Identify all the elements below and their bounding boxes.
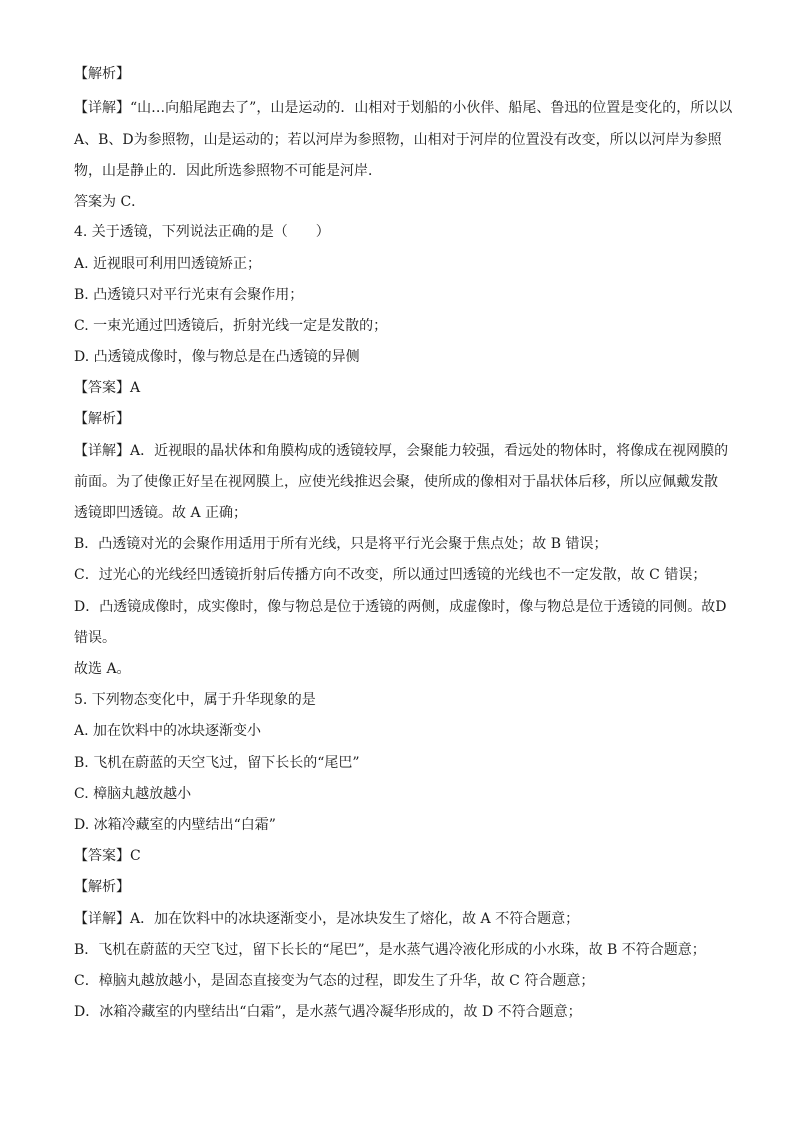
- section-heading-analysis: 【解析】: [74, 411, 130, 427]
- detail-paragraph-line: 透镜即凹透镜。故 A 正确；: [74, 505, 248, 521]
- detail-paragraph-line: 前面。为了使像正好呈在视网膜上，应使光线推迟会聚，使所成的像相对于晶状体后移，所以应佩戴发散: [74, 474, 718, 490]
- detail-paragraph-line: D．凸透镜成像时，成实像时，像与物总是位于透镜的两侧，成虚像时，像与物总是位于透镜的同侧。故D: [74, 599, 727, 615]
- detail-paragraph-line: 错误。: [74, 630, 116, 646]
- question-4-answer: 【答案】A: [74, 380, 141, 396]
- detail-paragraph-line: 【详解】A．近视眼的晶状体和角膜构成的透镜较厚，会聚能力较强，看远处的物体时，将像成在视网膜的: [74, 443, 729, 459]
- detail-paragraph-line: B．凸透镜对光的会聚作用适用于所有光线，只是将平行光会聚于焦点处；故 B 错误；: [74, 536, 608, 552]
- choice-conclusion: 故选 A。: [74, 661, 131, 677]
- detail-paragraph-line: A、B、D为参照物，山是运动的；若以河岸为参照物，山相对于河岸的位置没有改变，所以以河岸为参照: [74, 132, 722, 148]
- question-5-option-b: B. 飞机在蔚蓝的天空飞过，留下长长的“尾巴”: [74, 755, 360, 771]
- question-4-option-c: C. 一束光通过凹透镜后，折射光线一定是发散的；: [74, 318, 388, 334]
- question-5-option-d: D. 冰箱冷藏室的内壁结出“白霜”: [74, 817, 276, 833]
- question-5-option-a: A. 加在饮料中的冰块逐渐变小: [74, 723, 262, 739]
- question-5-answer: 【答案】C: [74, 848, 141, 864]
- answer-line: 答案为 C．: [74, 194, 146, 210]
- section-heading-analysis: 【解析】: [74, 879, 130, 895]
- detail-paragraph-line: C．过光心的光线经凹透镜折射后传播方向不改变，所以通过凹透镜的光线也不一定发散，故 C 错误；: [74, 567, 707, 583]
- question-4-option-b: B. 凸透镜只对平行光束有会聚作用；: [74, 287, 304, 303]
- question-5-stem: 5. 下列物态变化中，属于升华现象的是: [74, 692, 316, 708]
- detail-paragraph-line: 【详解】“山…向船尾跑去了”，山是运动的．山相对于划船的小伙伴、船尾、鲁迅的位置是变化的，所以以: [74, 100, 733, 116]
- section-heading-analysis: 【解析】: [74, 66, 130, 82]
- detail-paragraph-line: D．冰箱冷藏室的内壁结出“白霜”，是水蒸气遇冷凝华形成的，故 D 不符合题意；: [74, 1004, 582, 1020]
- detail-paragraph-line: C．樟脑丸越放越小，是固态直接变为气态的过程，即发生了升华，故 C 符合题意；: [74, 973, 595, 989]
- question-4-stem: 4. 关于透镜，下列说法正确的是（ ）: [74, 224, 330, 240]
- detail-paragraph-line: 物，山是静止的．因此所选参照物不可能是河岸．: [74, 163, 382, 179]
- question-4-option-d: D. 凸透镜成像时，像与物总是在凸透镜的异侧: [74, 349, 360, 365]
- question-4-option-a: A. 近视眼可利用凹透镜矫正；: [74, 256, 262, 272]
- detail-paragraph-line: 【详解】A．加在饮料中的冰块逐渐变小，是冰块发生了熔化，故 A 不符合题意；: [74, 911, 580, 927]
- detail-paragraph-line: B．飞机在蔚蓝的天空飞过，留下长长的“尾巴”，是水蒸气遇冷液化形成的小水珠，故 B 不符合题意；: [74, 942, 706, 958]
- question-5-option-c: C. 樟脑丸越放越小: [74, 786, 192, 802]
